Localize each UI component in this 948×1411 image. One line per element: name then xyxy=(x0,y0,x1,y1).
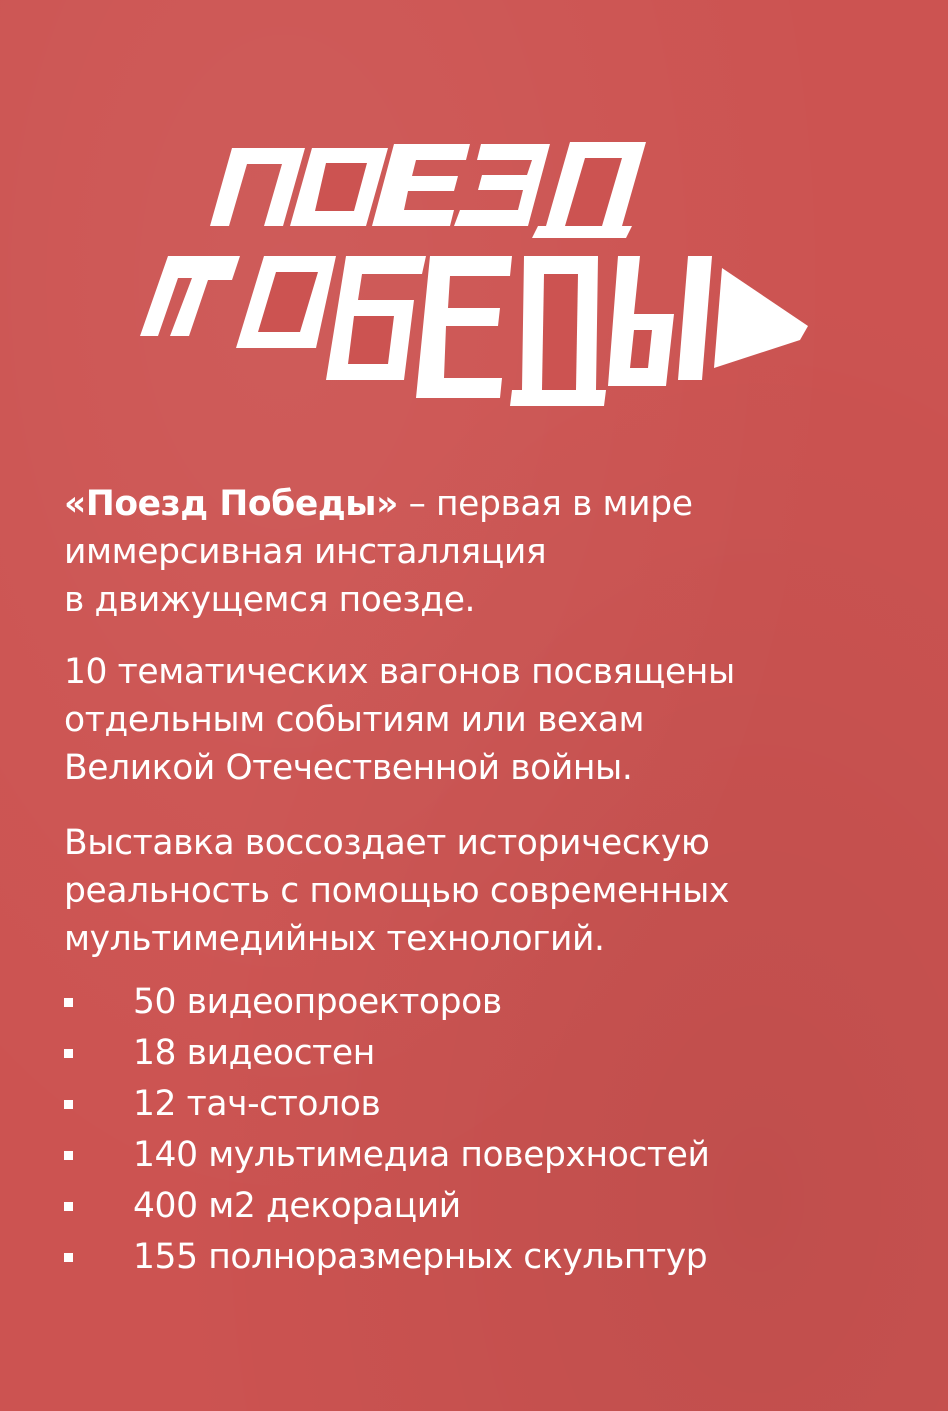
stat-text: 400 м2 декораций xyxy=(133,1186,461,1226)
list-item xyxy=(64,1130,904,1181)
poezd-pobedy-logo xyxy=(140,118,808,406)
stat-text: 12 тач-столов xyxy=(133,1084,381,1124)
square-bullet-icon xyxy=(64,1100,73,1109)
wagons-line3: Великой Отечественной войны. xyxy=(64,748,633,788)
exhibition-line1: Выставка воссоздает историческую xyxy=(64,823,710,863)
square-bullet-icon xyxy=(64,1049,73,1058)
wagons-paragraph xyxy=(64,648,904,792)
exhibition-line3: мультимедийных технологий. xyxy=(64,919,605,959)
square-bullet-icon xyxy=(64,1202,73,1211)
list-item xyxy=(64,1181,904,1232)
intro-line3: в движущемся поезде. xyxy=(64,580,476,620)
stat-text: 50 видеопроекторов xyxy=(133,982,502,1022)
intro-line1-rest: – первая в мире xyxy=(398,484,693,524)
exhibition-line2: реальность с помощью современных xyxy=(64,871,730,911)
list-item xyxy=(64,1232,904,1283)
square-bullet-icon xyxy=(64,1253,73,1262)
list-item xyxy=(64,1079,904,1130)
wagons-line1: 10 тематических вагонов посвящены xyxy=(64,652,735,692)
list-item xyxy=(64,977,904,1028)
square-bullet-icon xyxy=(64,998,73,1007)
intro-title: «Поезд Победы» xyxy=(64,484,398,524)
stat-text: 18 видеостен xyxy=(133,1033,375,1073)
intro-line2: иммерсивная инсталляция xyxy=(64,532,547,572)
intro-paragraph xyxy=(64,480,904,624)
square-bullet-icon xyxy=(64,1151,73,1160)
stat-text: 155 полноразмерных скульптур xyxy=(133,1237,708,1277)
stats-list xyxy=(64,977,904,1283)
wagons-line2: отдельным событиям или вехам xyxy=(64,700,645,740)
poster-text xyxy=(64,480,904,1283)
list-item xyxy=(64,1028,904,1079)
exhibition-paragraph xyxy=(64,819,904,963)
stat-text: 140 мультимедиа поверхностей xyxy=(133,1135,710,1175)
